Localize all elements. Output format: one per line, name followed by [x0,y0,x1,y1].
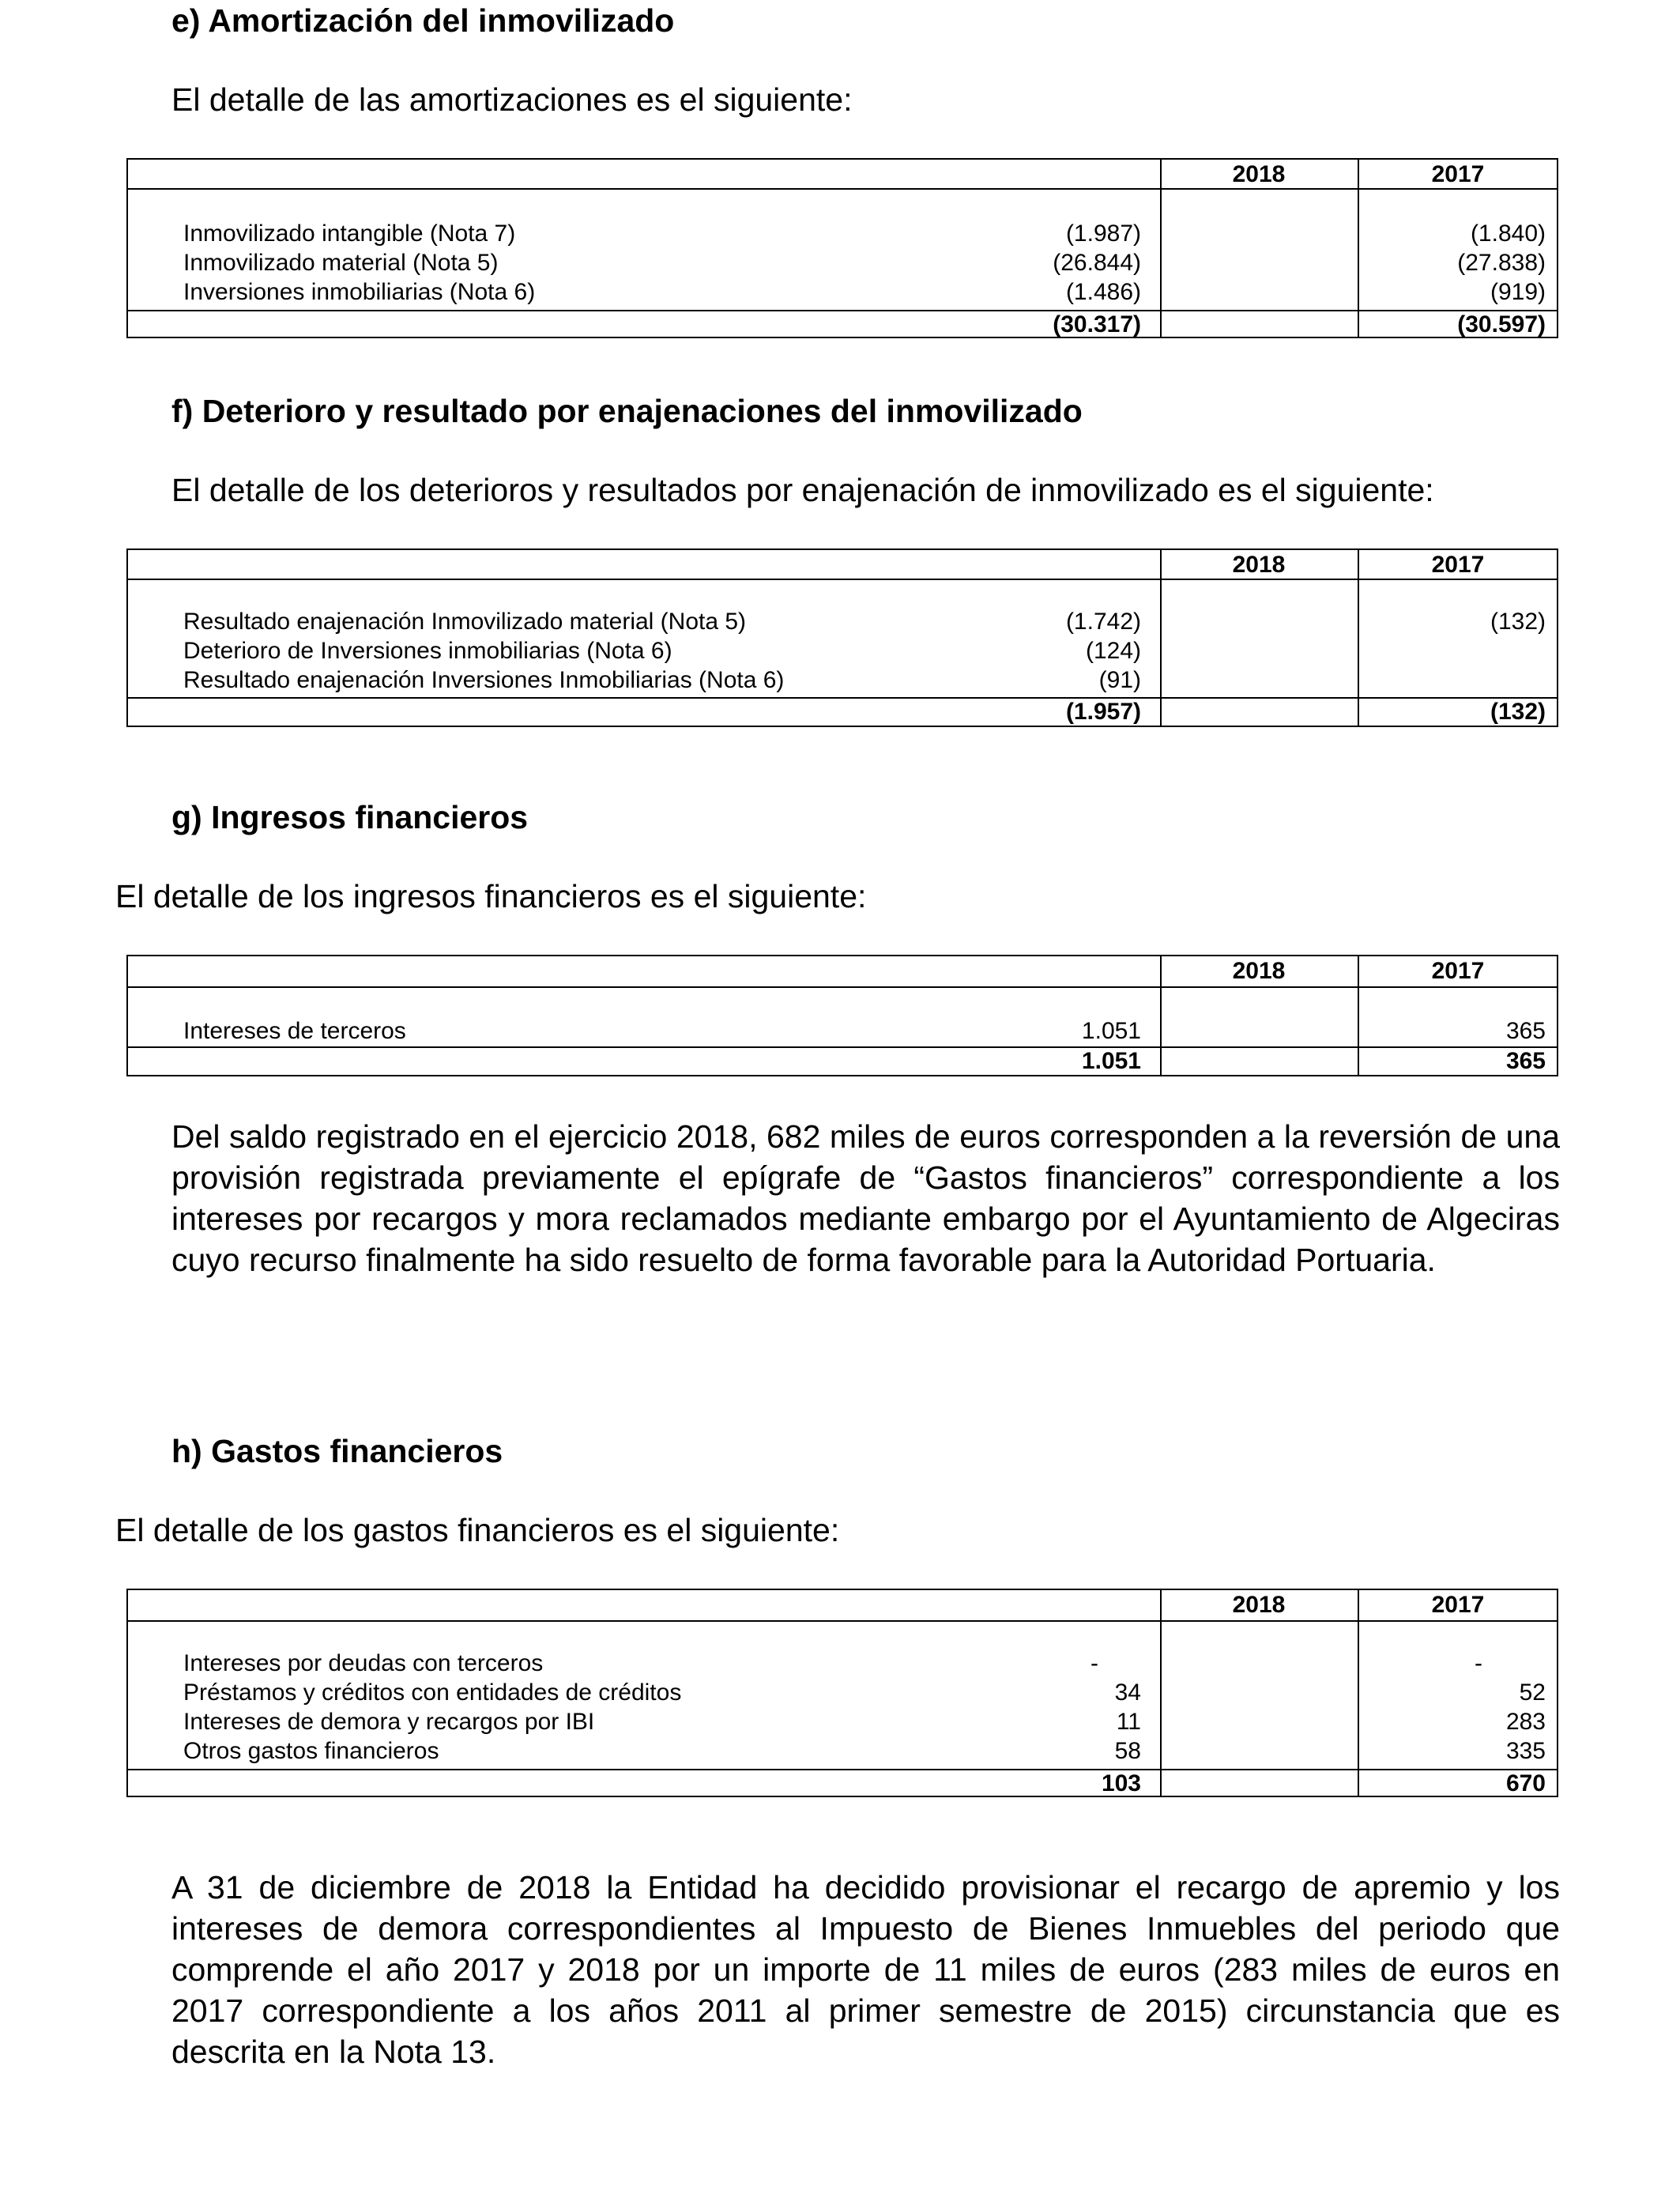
section-e-intro: El detalle de las amortizaciones es el siguiente: [171,81,853,118]
table-row-label: Otros gastos financieros [183,1738,439,1764]
table-total-2018: 1.051 [1081,1048,1141,1074]
column-header-2018: 2018 [1232,552,1286,578]
table-cell-2018: (1.742) [1065,609,1141,635]
financial-expenses-table [126,1589,1558,1797]
table-cell-2018: (26.844) [1053,250,1141,276]
financial-income-table [126,955,1558,1076]
table-total-2017: 365 [1505,1048,1546,1074]
table-row-label: Intereses de terceros [183,1018,406,1044]
table-total-2018: 103 [1101,1770,1141,1796]
section-g-intro: El detalle de los ingresos financieros es el siguiente: [115,878,867,914]
section-h-heading: h) Gastos financieros [171,1433,503,1469]
table-total-2017: (132) [1490,699,1546,725]
column-header-2018: 2018 [1232,958,1286,984]
table-row-label: Resultado enajenación Inversiones Inmobiliarias (Nota 6) [183,667,785,693]
section-h-intro: El detalle de los gastos financieros es el siguiente: [115,1512,840,1548]
section-f-heading: f) Deterioro y resultado por enajenaciones del inmovilizado [171,393,1083,429]
table-cell-2017: (919) [1490,279,1546,305]
table-cell-2017: 52 [1519,1679,1546,1706]
column-header-2017: 2017 [1431,1592,1485,1618]
section-h-paragraph: A 31 de diciembre de 2018 la Entidad ha decidido provisionar el recargo de apremio y los intereses de demora correspondientes al Impuesto de Bienes Inmuebles del periodo que comprende el año 2017 y 2018 por un importe de 11 miles de euros (283 miles de euros en 2017 correspondiente a los años 2011 al primer semestre de 2015) circunstancia que es descrita en la Nota 13. [171,1869,1560,2070]
table-cell-2018: 11 [1116,1709,1141,1735]
table-row-label: Préstamos y créditos con entidades de créditos [183,1679,682,1706]
table-cell-2017: (1.840) [1470,221,1546,247]
section-f-intro: El detalle de los deterioros y resultados por enajenación de inmovilizado es el siguiente: [171,472,1434,508]
column-header-2017: 2017 [1431,958,1485,984]
column-header-2017: 2017 [1431,161,1485,187]
table-total-2017: 670 [1505,1770,1546,1796]
column-header-2018: 2018 [1232,1592,1286,1618]
table-cell-2018: 34 [1114,1679,1141,1706]
table-row-label: Intereses por deudas con terceros [183,1650,544,1676]
section-e-heading: e) Amortización del inmovilizado [171,2,675,39]
table-row-label: Intereses de demora y recargos por IBI [183,1709,595,1735]
table-row-label: Resultado enajenación Inmovilizado material (Nota 5) [183,609,747,635]
table-cell-2017: 283 [1505,1709,1546,1735]
table-row-label: Deterioro de Inversiones inmobiliarias (Nota 6) [183,638,672,664]
table-cell-2017: (27.838) [1457,250,1546,276]
table-cell-2017: - [1475,1650,1482,1676]
table-cell-2017: 335 [1505,1738,1546,1764]
table-total-2017: (30.597) [1457,311,1546,337]
table-cell-2018: 58 [1114,1738,1141,1764]
table-cell-2018: (1.486) [1065,279,1141,305]
table-cell-2018: (124) [1085,638,1141,664]
table-cell-2018: - [1090,1650,1098,1676]
table-cell-2018: 1.051 [1081,1018,1141,1044]
section-g-paragraph: Del saldo registrado en el ejercicio 2018, 682 miles de euros corresponden a la reversión de una provisión registrada previamente el epígrafe de “Gastos financieros” correspondiente a los intereses por recargos y mora reclamados mediante embargo por el Ayuntamiento de Algeciras cuyo recurso finalmente ha sido resuelto de forma favorable para la Autoridad Portuaria. [171,1118,1560,1278]
table-cell-2018: (91) [1098,667,1141,693]
section-g-heading: g) Ingresos financieros [171,799,529,835]
table-row-label: Inmovilizado intangible (Nota 7) [183,221,516,247]
column-header-2018: 2018 [1232,161,1286,187]
table-cell-2017: (132) [1490,609,1546,635]
amortization-table [126,158,1558,338]
table-row-label: Inversiones inmobiliarias (Nota 6) [183,279,536,305]
table-total-2018: (1.957) [1065,699,1141,725]
deterioration-table [126,548,1558,727]
table-total-2018: (30.317) [1053,311,1141,337]
table-cell-2017: 365 [1505,1018,1546,1044]
table-row-label: Inmovilizado material (Nota 5) [183,250,499,276]
column-header-2017: 2017 [1431,552,1485,578]
table-cell-2018: (1.987) [1065,221,1141,247]
